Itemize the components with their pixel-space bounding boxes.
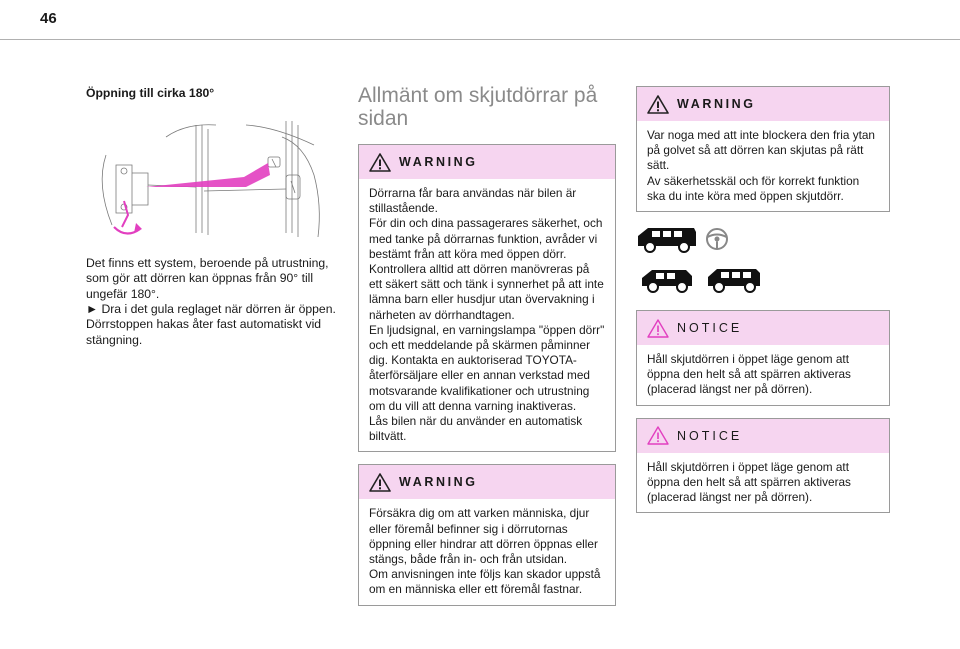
van-long-icon xyxy=(636,224,698,254)
warning-triangle-icon xyxy=(647,95,669,114)
notice-header xyxy=(637,419,889,453)
warning-label: WARNING xyxy=(399,475,478,490)
warning-triangle-icon xyxy=(369,473,391,492)
warning-text: Var noga med att inte blockera den fria ytan på golvet så att dörren kan skjutas på rätt sätt. Av säkerhetsskäl och för korrekt funktion ska du inte köra med öppen skjutdörr. xyxy=(647,128,875,203)
notice-header xyxy=(637,311,889,345)
door-stop-illustration xyxy=(86,115,328,241)
notice-triangle-icon xyxy=(647,426,669,445)
warning-box xyxy=(636,86,890,212)
warning-text: Försäkra dig om att varken människa, djur eller föremål befinner sig i dörrutornas öppning eller hindrar att dörren öppnas eller stängs, både från in- och från utsidan. Om anvisningen inte följs kan skador uppstå om en människa eller ett föremål fastnar. xyxy=(369,506,601,597)
middle-column xyxy=(358,84,616,618)
warning-label: WARNING xyxy=(677,97,756,111)
notice-label: NOTICE xyxy=(677,428,743,443)
notice-triangle-icon xyxy=(647,319,669,338)
header-divider xyxy=(0,39,960,40)
warning-header xyxy=(359,465,615,499)
notice-text: Håll skjutdörren i öppet läge genom att öppna den helt så att spärren aktiveras (placerad längst ner på dörren). xyxy=(647,352,851,397)
page-number: 46 xyxy=(40,10,57,27)
section-title: Allmänt om skjutdörrar på sidan xyxy=(358,84,598,130)
warning-label: WARNING xyxy=(399,155,478,169)
van-icon xyxy=(706,264,762,294)
left-column xyxy=(86,86,336,348)
notice-box xyxy=(636,418,890,514)
mpv-icon xyxy=(640,264,694,294)
warning-box xyxy=(358,144,616,452)
warning-text: Dörrarna får bara användas när bilen är stillastående. För din och dina passagerares säkerhet, och med tanke på dörrarnas funktion, avråder vi bestämt från att köra med öppen dörr. Kontrollera alltid att dörren manövreras på ett säkert sätt och tänk i synnerhet på att inte lämna barn eller husdjur utan övervakning i närheten av dörrhandtagen. En ljudsignal, en varningslampa "öppen dörr" och ett meddelande på skärmen påminner dig. Kontakta en auktoriserad TOYOTA-återförsäljare eller en annan verkstad med motsvarande kvalifikationer och utrustning om du vill att denna varning inaktiveras. Lås bilen när du använder en automatisk biltvätt. xyxy=(369,186,605,444)
warning-header xyxy=(359,145,615,179)
warning-triangle-icon xyxy=(369,153,391,172)
notice-box xyxy=(636,310,890,406)
section-heading: Öppning till cirka 180° xyxy=(86,86,215,100)
notice-label: NOTICE xyxy=(677,321,743,336)
body-text: Det finns ett system, beroende på utrustning, som gör att dörren kan öppnas från 90° till ungefär 180°. ► Dra i det gula reglaget när dörren är öppen. Dörrstoppen hakas åter fast automatiskt vid stängning. xyxy=(86,255,336,347)
notice-text: Håll skjutdörren i öppet läge genom att öppna den helt så att spärren aktiveras (placerad längst ner på dörren). xyxy=(647,459,851,505)
steering-wheel-icon xyxy=(704,226,730,252)
warning-box xyxy=(358,464,616,605)
vehicle-icons xyxy=(636,224,890,298)
right-column xyxy=(636,86,890,525)
warning-header xyxy=(637,87,889,121)
